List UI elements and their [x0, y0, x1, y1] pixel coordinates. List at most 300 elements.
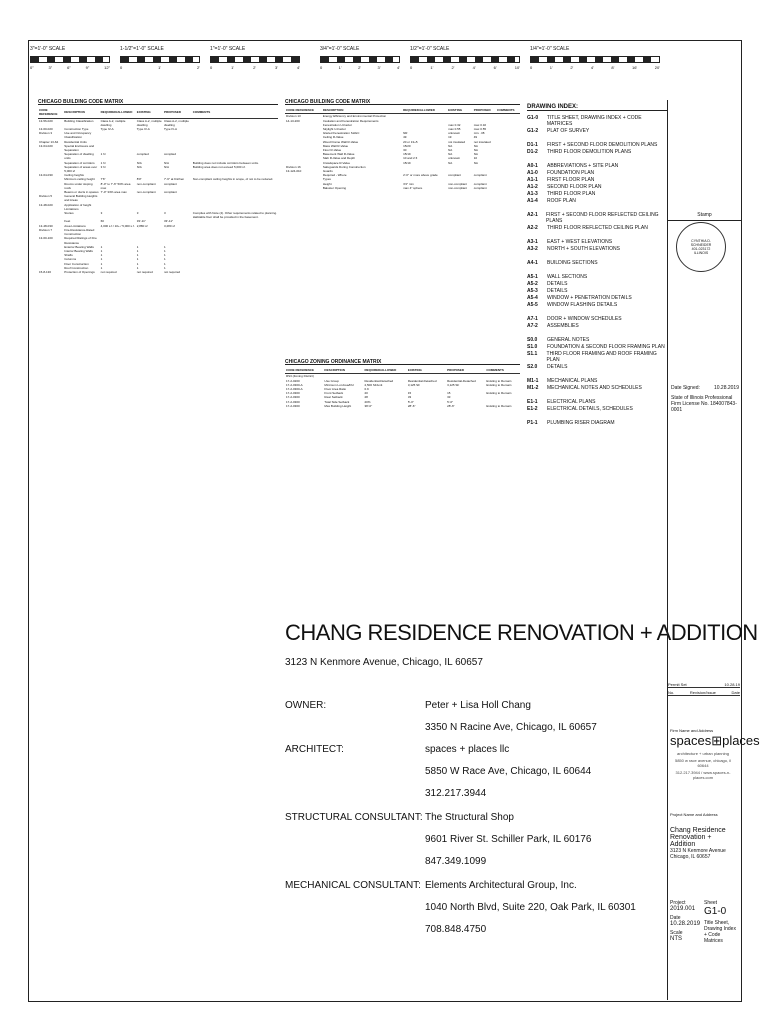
table-cell: 3 hr [100, 164, 106, 169]
index-row [527, 281, 667, 287]
table-cell: NA [448, 148, 453, 153]
table-cell: 2,880 sf [136, 223, 148, 228]
table-cell: 15/19 [403, 160, 411, 165]
column-header: REQUIRED/ALLOWED [364, 367, 407, 374]
scale-tick: 16' [631, 65, 638, 70]
table-cell: 7'6" [100, 177, 106, 182]
scale-tick: 1' [430, 65, 434, 70]
sheet-name: BUILDING SECTIONS [547, 260, 598, 266]
table-row [38, 131, 278, 139]
sheet-title: Title Sheet, Drawing Index + Code Matrices [704, 920, 736, 944]
table-cell: 1 hr [100, 160, 106, 165]
table-cell: 15 [407, 391, 412, 396]
sheet-number: A7-2 [527, 323, 538, 329]
table-cell: 5'-0" [447, 399, 454, 404]
table-cell: 38'-0" [364, 403, 373, 408]
scale-tick: 1' [549, 65, 553, 70]
table-cell: max 0.55 [473, 127, 487, 132]
table-cell: Guards [322, 169, 333, 174]
sheet-number: M1-2 [527, 385, 539, 391]
table-cell: Wood Frame Wall R-Value [322, 139, 359, 144]
revision-header: Revision/Issue [689, 690, 716, 695]
table-row [38, 194, 278, 202]
table-cell: 13-64-020 [39, 143, 53, 148]
table-cell: 20 [364, 391, 368, 396]
table-cell: Division 13 [286, 114, 301, 119]
index-group [527, 239, 667, 252]
revision-header: Date [731, 690, 740, 695]
matrix-title: CHICAGO BUILDING CODE MATRIX [285, 100, 520, 105]
matrix-title: CHICAGO ZONING ORDINANCE MATRIX [285, 360, 520, 365]
sheet-name: FIRST + SECOND FLOOR DEMOLITION PLANS [547, 142, 658, 148]
sheet-info [670, 900, 736, 944]
sheet-number: P1-1 [527, 420, 538, 426]
table-cell: Types [322, 177, 331, 182]
table-cell: 19 [448, 135, 452, 140]
index-group [527, 212, 667, 231]
revision-table [668, 682, 740, 696]
table-cell: Required - Where [322, 173, 347, 178]
table-cell: 1 [164, 261, 166, 266]
index-row [527, 351, 667, 363]
table-cell: Separation of dwelling units [64, 152, 94, 161]
signature-block [671, 385, 739, 413]
consultant-role: OWNER: [285, 700, 327, 711]
table-cell: compliant [164, 181, 177, 186]
table-cell: N/A [136, 164, 142, 169]
project-title: CHANG RESIDENCE RENOVATION + ADDITION [285, 620, 758, 645]
sheet-name: DOOR + WINDOW SCHEDULES [547, 316, 622, 322]
table-cell: Residential-Detached [364, 378, 394, 383]
column-header: CODE REFERENCE [38, 107, 63, 118]
project-line: Chang Residence [670, 827, 726, 834]
table-cell: not insulated [473, 139, 491, 144]
table-cell: Floor R-Value [322, 148, 342, 153]
table-cell: 1 [136, 257, 139, 262]
table-cell: 3,125 SF [447, 382, 460, 387]
index-group [527, 420, 667, 426]
table-cell: Separation of corridors [64, 160, 95, 165]
table-cell: Insulation and Fenestration Requirements [322, 118, 379, 123]
table-cell: Rear Setback [324, 395, 343, 400]
table-cell: Slab R-Value and Depth [322, 156, 355, 161]
table-cell [100, 203, 136, 211]
column-header: REQUIRED/ALLOWED [402, 107, 447, 114]
index-row [527, 115, 667, 127]
table-cell: 17-2-0300-A [286, 387, 303, 392]
table-cell [136, 236, 163, 244]
consultant-line: spaces + places llc [425, 744, 510, 755]
sheet-name: DETAILS [547, 281, 568, 287]
sheet-name: MECHANICAL PLANS [547, 378, 598, 384]
column-header: COMMENTS [496, 107, 520, 114]
column-header: DESCRIPTION [322, 107, 402, 114]
index-row [527, 260, 667, 266]
index-row [527, 246, 667, 252]
table-cell: Glazed Fenestration SHGC [322, 131, 360, 136]
table-cell: 20% [364, 399, 371, 404]
table-cell: Class A-2, multiple dwelling [164, 118, 189, 127]
index-row [527, 295, 667, 301]
table-cell: 15 [447, 391, 451, 396]
sheet-number: E1-1 [527, 399, 538, 405]
table-cell [192, 152, 278, 160]
table-cell: Building area does not exceed 5,000 sf. [192, 164, 246, 169]
table-cell: 7'-6" at Kitchen [164, 177, 185, 182]
scale-tick: 4' [296, 65, 300, 70]
table-cell: NA [473, 160, 478, 165]
table-cell: 13-48-030 [39, 223, 53, 228]
table-cell: Shafts [64, 253, 73, 258]
table-cell: Division 5 [39, 194, 53, 199]
table-row [38, 203, 278, 211]
table-row [38, 165, 278, 173]
table-cell: not required [136, 269, 153, 274]
table-cell: Division 16 [286, 164, 301, 169]
table-cell: 3 [100, 211, 103, 216]
sheet-name: FIRST + SECOND FLOOR REFLECTED CEILING PLANS [546, 212, 659, 224]
sheet-number: A5-1 [527, 274, 538, 280]
sheet-name: SECOND FLOOR PLAN [547, 184, 602, 190]
sheet-name: GENERAL NOTES [547, 337, 590, 343]
table-cell: Floor Construction [64, 261, 89, 266]
sheet-number: S1.1 [527, 351, 538, 357]
table-cell: N/A [164, 164, 170, 169]
table-cell: 60 [100, 219, 104, 224]
table-row [38, 270, 278, 274]
table-cell: 1 [164, 253, 166, 258]
scale-tick: 6" [67, 65, 71, 70]
scale-label: 1"=1'-0" SCALE [210, 46, 246, 52]
table-cell: unknown [448, 131, 461, 136]
table-cell: Height [322, 181, 332, 186]
sheet-number: A7-1 [527, 316, 538, 322]
sheet-name: ELECTRICAL DETAILS, SCHEDULES [547, 406, 633, 412]
table-cell: 13-60-100 [39, 236, 53, 241]
scale-tick: 8' [611, 65, 615, 70]
scale-tick: 0 [210, 65, 213, 70]
table-cell: Roof Construction [64, 265, 89, 270]
table-cell: Feet [64, 219, 71, 224]
table-cell: N/A [136, 160, 142, 165]
table-cell [136, 131, 163, 139]
table-cell: 13-124-010 [286, 169, 302, 174]
sheet-number: A1-3 [527, 191, 538, 197]
table-cell [285, 186, 322, 190]
index-row [527, 406, 667, 412]
scale-tick: 2' [358, 65, 362, 70]
project-number: 2019.001 [670, 906, 696, 912]
sheet-name: THIRD FLOOR REFLECTED CEILING PLAN [547, 225, 648, 231]
table-cell: 2,500 SF/unit [364, 382, 383, 387]
sheet-name: DETAILS [547, 364, 568, 370]
table-cell: Construction Type [64, 127, 89, 132]
table-cell: 17-2-0300-A [286, 382, 303, 387]
table-cell: 1 [164, 265, 166, 270]
table-cell: Division 7 [39, 227, 53, 232]
index-row [527, 191, 667, 197]
index-group [527, 316, 667, 329]
table-cell: not insulated [448, 139, 466, 144]
table-cell: non-compliant [448, 181, 467, 186]
table-cell: Residential-Detached [407, 378, 437, 383]
index-row [527, 239, 667, 245]
table-cell [38, 152, 63, 160]
consultant-line: 708.848.4750 [425, 924, 487, 935]
table-cell: General Building Heights and Areas [64, 194, 98, 203]
table-cell: Residential Units [64, 139, 87, 144]
consultant-role: ARCHITECT: [285, 744, 344, 755]
table-cell [100, 236, 136, 244]
sheet-name: WINDOW + PENETRATION DETAILS [547, 295, 632, 301]
column-header: PROPOSED [473, 107, 496, 114]
sheet-number: S2.0 [527, 364, 538, 370]
table-cell: Baluster Opening [322, 185, 347, 190]
consultant-line: The Structural Shop [425, 812, 514, 823]
index-row [527, 385, 667, 391]
table-row [38, 182, 278, 190]
firm-contact: 312.217.3944 / www.spaces-n-places.com [675, 770, 731, 780]
table-cell: max 4" sphere [403, 185, 423, 190]
column-header: REQUIRED/ALLOWED [100, 107, 136, 118]
table-cell [163, 236, 192, 244]
table-cell: compliant [448, 173, 461, 178]
sheet-name: MECHANICAL NOTES AND SCHEDULES [547, 385, 642, 391]
column-header: EXISTING [447, 107, 473, 114]
scale-tick: 2' [451, 65, 455, 70]
table-cell [192, 131, 278, 139]
matrix-table [285, 107, 520, 190]
table-cell: Class A-2, multiple dwelling [100, 118, 126, 127]
scale-label: 3/4"=1'-0" SCALE [320, 46, 360, 52]
firm-header: Firm Name and Address [670, 728, 714, 733]
sheet-name: THIRD FLOOR DEMOLITION PLANS [547, 149, 632, 155]
table-cell: Exterior Bearing Walls [64, 244, 94, 249]
matrix-title: CHICAGO BUILDING CODE MATRIX [38, 100, 278, 105]
scale-tick: 10' [514, 65, 520, 70]
table-cell [38, 165, 63, 173]
table-cell [192, 236, 278, 244]
sheet-number: A5-4 [527, 295, 538, 301]
index-row [527, 128, 667, 134]
sheet-name: ROOF PLAN [547, 198, 576, 204]
table-cell: Protection of Openings [64, 269, 95, 274]
column-header: EXISTING [136, 107, 163, 118]
sheet-name: THIRD FLOOR PLAN [547, 191, 596, 197]
index-row [527, 316, 667, 322]
scale-tick: 0 [410, 65, 413, 70]
table-cell: Required Ratings of Fire Resistance [64, 236, 97, 245]
consultant-line: 9601 River St. Schiller Park, IL 60176 [425, 834, 592, 845]
project-address: 3123 N Kenmore Avenue, Chicago, IL 60657 [285, 657, 483, 668]
scale-tick: 4' [590, 65, 594, 70]
index-row [527, 212, 667, 224]
sheet-number: A5-3 [527, 288, 538, 294]
index-row [527, 163, 667, 169]
sheet-number: A1-4 [527, 198, 538, 204]
consultant-line: Elements Architectural Group, Inc. [425, 880, 577, 891]
scale-tick: 20' [654, 65, 660, 70]
sheet-name: ABBREVIATIONS + SITE PLAN [547, 163, 619, 169]
sheet-name: FOUNDATION PLAN [547, 170, 595, 176]
table-cell: Division 3 [39, 131, 53, 136]
table-cell: Skylight U-Factor [322, 127, 346, 132]
matrix-table [285, 367, 520, 408]
scale-tick: 3' [275, 65, 279, 70]
table-row [38, 228, 278, 236]
table-cell: non-compliant [448, 185, 467, 190]
scale-label: 1/2"=1'-0" SCALE [410, 46, 450, 52]
seal-line: CYNTHIA D. [691, 239, 711, 243]
drawing-index [527, 104, 667, 434]
table-cell: 1 [164, 244, 166, 249]
table-cell: Minimum Lot Area/DU [324, 382, 354, 387]
table-cell: RS3 (Zoning District) [286, 374, 314, 379]
sheet-name: NORTH + SOUTH ELEVATIONS [547, 246, 620, 252]
index-group [527, 260, 667, 266]
table-cell [192, 228, 278, 236]
consultant-line: Peter + Lisa Holl Chang [425, 700, 531, 711]
table-cell: Residential-Detached [447, 378, 476, 383]
table-cell: 33 [447, 395, 451, 400]
table-cell [100, 228, 136, 236]
table-cell: Application of height Limitations [64, 202, 92, 211]
index-row [527, 337, 667, 343]
table-cell: 33'-11" [136, 219, 146, 224]
table-cell: 17-2-0300 [286, 399, 300, 404]
table-cell [163, 228, 192, 236]
table-cell: 3,280 sf [164, 223, 175, 228]
table-cell: max 0.32 [473, 122, 487, 127]
table-cell: Columns [64, 257, 77, 262]
table-cell: 13-56-020 [39, 118, 53, 123]
table-cell: Ceiling heights [64, 173, 84, 178]
table-cell [100, 144, 136, 152]
table-cell [192, 182, 278, 190]
table-cell [38, 211, 63, 219]
table-cell: 1 [136, 244, 139, 249]
table-row [38, 118, 278, 127]
table-cell: 13-60-020 [39, 127, 53, 132]
table-cell: Ceiling R-Value [322, 135, 344, 140]
table-cell: 1 hr [100, 152, 106, 157]
stamp-label: Stamp [668, 212, 741, 221]
table-cell [100, 194, 136, 202]
consultant-line: 312.217.3944 [425, 788, 487, 799]
revision-header: No. [668, 690, 675, 695]
zoning-ordinance-matrix [285, 360, 520, 408]
sheet-number: A2-1 [527, 212, 538, 218]
table-cell [192, 270, 278, 274]
sheet-number: D1-2 [527, 149, 538, 155]
index-row [527, 399, 667, 405]
table-cell [163, 131, 192, 139]
sheet-number: G1-0 [527, 115, 539, 121]
index-row [527, 142, 667, 148]
table-cell: not required [100, 269, 117, 274]
sheet-number: A3-1 [527, 239, 538, 245]
sheet-date: 10.28.2019 [670, 921, 701, 927]
sheet-label: Sheet [704, 900, 718, 906]
table-cell: 49 [403, 135, 407, 140]
sheet-name: FOUNDATION & SECOND FLOOR FRAMING PLAN [547, 344, 665, 350]
project-line: Renovation + Addition [670, 834, 712, 848]
index-group [527, 399, 667, 412]
sheet-name: DETAILS [547, 288, 568, 294]
scale-label: Scale [670, 930, 683, 936]
table-cell [136, 228, 163, 236]
table-cell [192, 203, 278, 211]
matrix-table [38, 107, 278, 274]
table-cell: 1 [100, 261, 103, 266]
table-cell: Crawlspace R-Value [322, 160, 350, 165]
column-header: CODE REFERENCE [285, 107, 322, 114]
table-cell: 10 and 2 ft [403, 156, 418, 161]
table-cell: 15/19 [403, 152, 411, 157]
table-cell: Front Setback [324, 391, 344, 396]
index-row [527, 225, 667, 231]
table-cell: 3 [164, 211, 166, 216]
table-cell [163, 203, 192, 211]
consultant-role: STRUCTURAL CONSULTANT: [285, 812, 423, 823]
date-signed-label: Date Signed: [671, 385, 700, 391]
table-cell: compliant [164, 190, 177, 195]
table-cell: complied [164, 152, 177, 157]
scale-tick: 0" [30, 65, 34, 70]
table-cell [136, 203, 163, 211]
table-cell: 1 [136, 248, 139, 253]
table-cell [192, 118, 278, 127]
permit-label: Permit Set [668, 682, 687, 687]
drawing-index-title: DRAWING INDEX: [527, 104, 667, 111]
table-cell: 1 [136, 265, 139, 270]
table-cell: 4,000 s.f./ 10+ / 5,000 s.f. [100, 223, 135, 228]
table-cell [192, 144, 278, 152]
sheet-name: WALL SECTIONS [547, 274, 588, 280]
table-cell [136, 194, 163, 202]
table-cell: Fire-Resistance-Rated Construction [64, 227, 95, 237]
column-header: COMMENTS [192, 107, 278, 118]
consultant-line: 3350 N Racine Ave, Chicago, IL 60657 [425, 722, 597, 733]
column-header: EXISTING [407, 367, 446, 374]
table-cell [100, 131, 136, 139]
sheet-number: G1-0 [704, 906, 727, 917]
table-cell: 7'-0" 33% area max [100, 190, 127, 195]
sheet-number: A1-1 [527, 177, 538, 183]
table-cell: Mass Wall R-Value [322, 143, 349, 148]
table-cell: 28'-6" [407, 403, 416, 408]
scale-tick: 6' [493, 65, 497, 70]
table-cell: 17-2-0300 [286, 403, 300, 408]
table-cell: 13-64-030 [39, 173, 53, 178]
scale-label: 3"=1'-0" SCALE [30, 46, 66, 52]
table-cell: Minimum ceiling height [64, 177, 95, 182]
sheet-name: WINDOW FLASHING DETAILS [547, 302, 618, 308]
table-cell: 33 [407, 395, 412, 400]
table-cell: Existing to Remain [486, 382, 512, 387]
sheet-name: ASSEMBLIES [547, 323, 579, 329]
table-cell: Chapter 13-64 [39, 139, 59, 144]
scale-tick: 1' [158, 65, 162, 70]
column-header: COMMENTS [485, 367, 520, 374]
index-group [527, 142, 667, 155]
index-row [527, 364, 667, 370]
permit-date: 10.28.19 [724, 682, 740, 687]
project-block [670, 812, 736, 860]
index-row [527, 323, 667, 329]
table-cell: Separation of areas over 5,000 sf [64, 164, 98, 174]
table-cell: Non-compliant ceiling heights in scope, of not to be reduced. [192, 177, 274, 182]
